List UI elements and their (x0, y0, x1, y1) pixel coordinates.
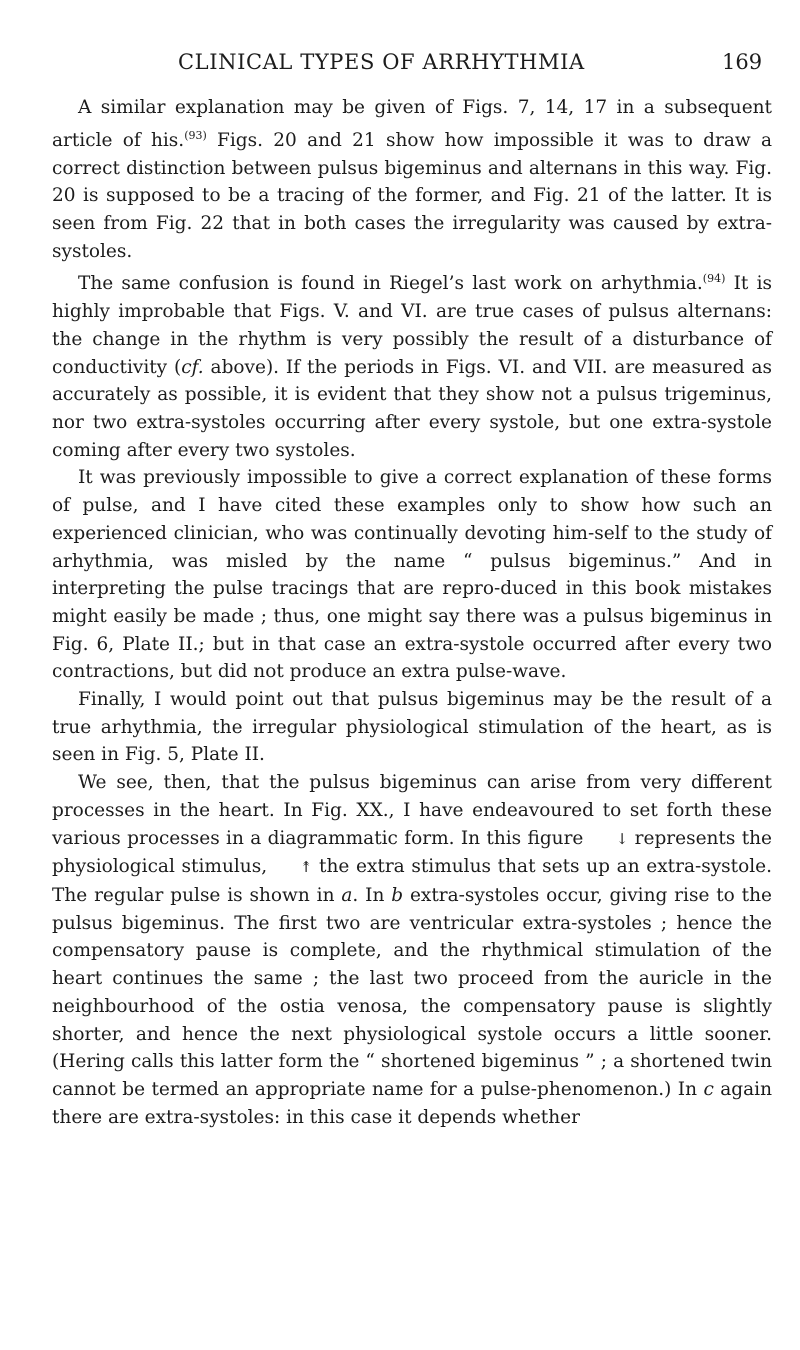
cf-abbreviation: cf. (181, 356, 204, 378)
label-a: a (341, 885, 353, 906)
body-text (52, 94, 772, 1131)
label-b: b (391, 885, 404, 906)
paragraph-2-text-b: It is highly improbable that Figs. V. and VI. are true cases of pulsus alternans: the change in the rhythm is very possibly the result of a disturbance of conductivity ( (52, 273, 772, 378)
paragraph-2 (52, 265, 772, 464)
paragraph-5-text-b: represents the physiological stimulus, (52, 827, 772, 878)
paragraph-3: It was previously impossible to give a correct explanation of these forms of pulse, and I have cited these examples only to show how such an experienced clinician, who was continually devoting him-self to the study of arhythmia, was misled by the name “ pulsus bigeminus.” And in interpreting the pulse tracings that are repro-duced in this book mistakes might easily be made ; thus, one might say there was a pulsus bigeminus in Fig. 6, Plate II.; but in that case an extra-systole occurred after every two contractions, but did not produce an extra pulse-wave. (52, 467, 772, 683)
paragraph-5 (52, 769, 772, 1131)
page-number: 169 (722, 50, 763, 74)
paragraph-5-text-f: again there are extra-systoles: in this case it depends whether (52, 1078, 772, 1128)
paragraph-2-text-a: The same confusion is found in Riegel’s last work on arhythmia. (78, 273, 703, 295)
reference-93: (93) (184, 128, 207, 142)
paragraph-1 (52, 94, 772, 265)
paragraph-5-text-c: the extra stimulus that sets up an extra-systole. The regular pulse is shown in (52, 856, 772, 906)
paragraph-5-text-d: . In (352, 885, 392, 906)
double-up-arrow-icon: ↟ (299, 858, 313, 877)
paragraph-1-text-b: Figs. 20 and 21 show how impossible it was to draw a correct distinction between pulsus bigeminus and alternans in this way. Fig. 20 is supposed to be a tracing of the former, and Fig. 21 of the latter. It is seen from Fig. 22 that in both cases the irregularity was caused by extra-systoles. (52, 129, 773, 262)
label-c: c (703, 1078, 714, 1100)
paragraph-5-text-a: We see, then, that the pulsus bigeminus can arise from very different processes in the heart. In Fig. XX., I have endeavoured to set forth these various processes in a diagrammatic form. In this figure (52, 772, 772, 849)
running-title: CLINICAL TYPES OF ARRHYTHMIA (178, 50, 585, 74)
paragraph-5-text-e: extra-systoles occur, giving rise to the pulsus bigeminus. The first two are ventricular extra-systoles ; hence the compensatory pause is complete, and the rhythmical stimulation of the heart continues the same ; the last two proceed from the auricle in the neighbourhood of the ostia venosa, the compensatory pause is slightly shorter, and hence the next physiological systole occurs a little sooner. (Hering calls this latter form the “ shortened bigeminus ” ; a shortened twin cannot be termed an appropriate name for a pulse-phenomenon.) In (52, 885, 772, 1100)
reference-94: (94) (702, 272, 726, 286)
paragraph-4: Finally, I would point out that pulsus bigeminus may be the result of a true arhythmia, the irregular physiological stimulation of the heart, as is seen in Fig. 5, Plate II. (52, 689, 772, 766)
paragraph-2-text-c: above). If the periods in Figs. VI. and VII. are measured as accurately as possible, it is evident that they show not a pulsus trigeminus, nor two extra-systoles occurring after every systole, but one extra-systole coming after every two systoles. (52, 356, 772, 461)
down-arrow-icon: ↓ (615, 829, 629, 848)
paragraph-1-text-a: A similar explanation may be given of Figs. 7, 14, 17 in a subsequent article of his. (52, 97, 772, 151)
